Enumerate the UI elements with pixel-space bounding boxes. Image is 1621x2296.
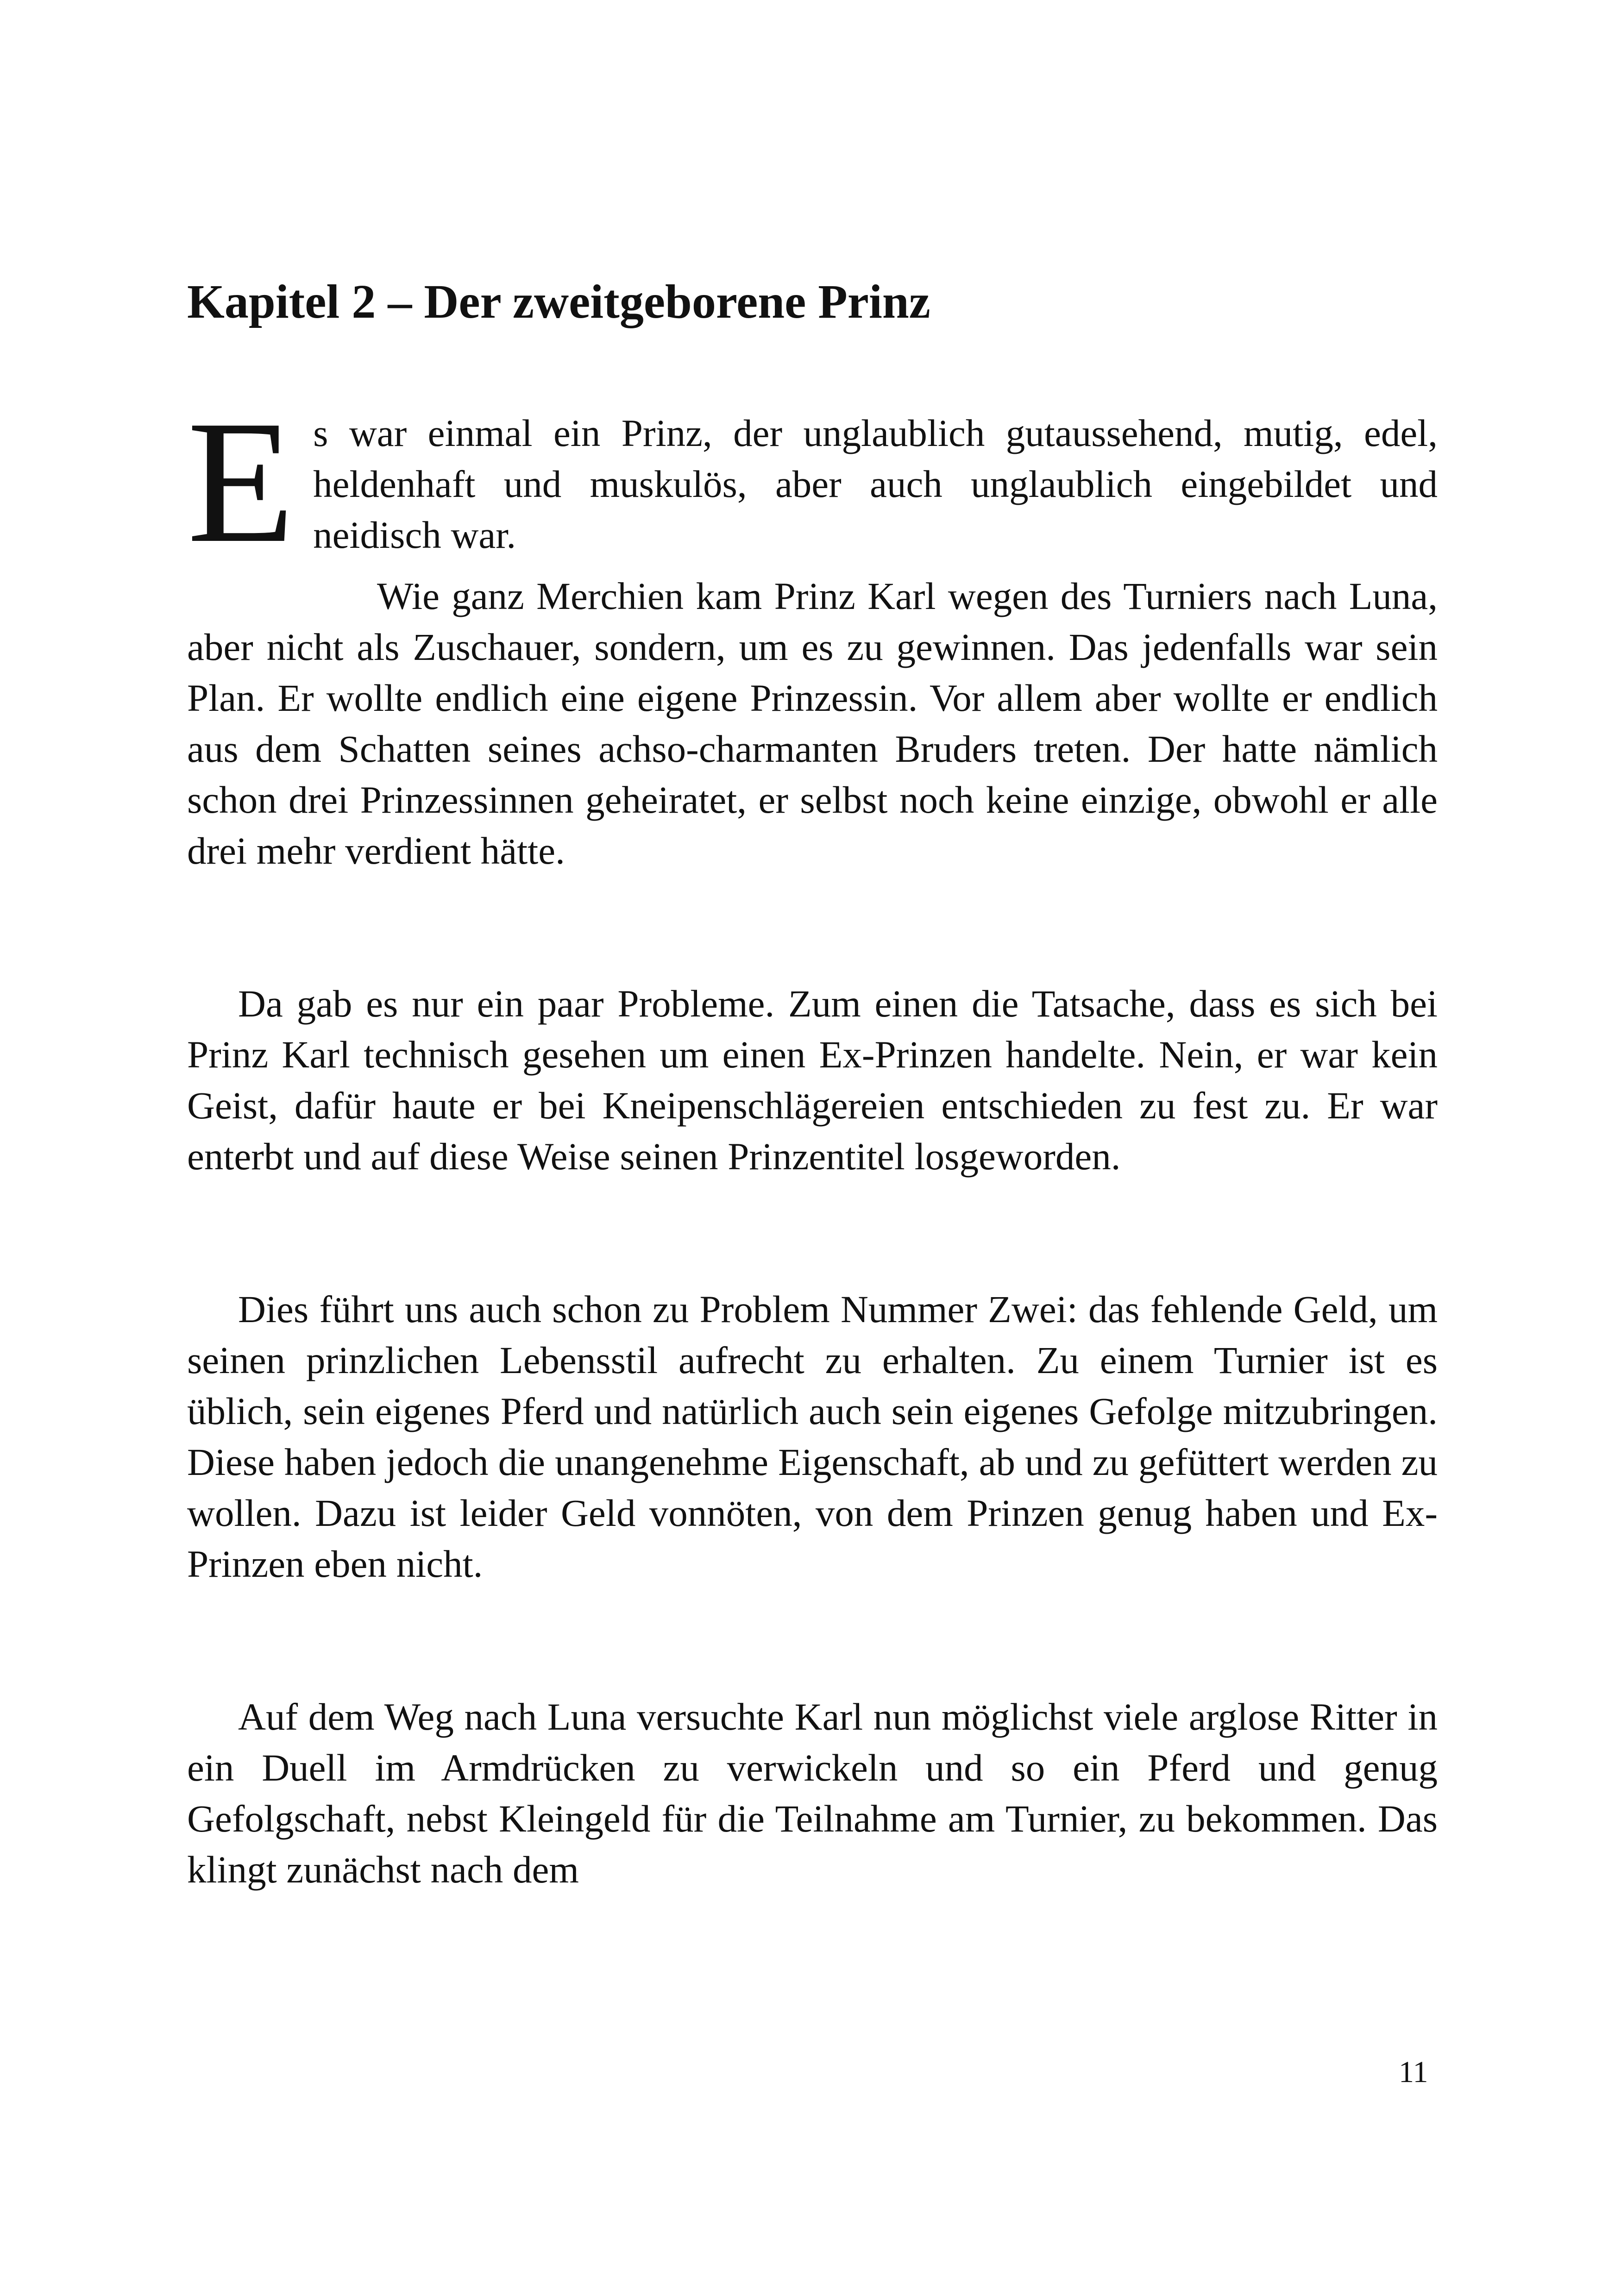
page-number: 11 [1399,2055,1428,2089]
paragraph-gap [187,876,1438,978]
opening-paragraph-text: s war einmal ein Prinz, der unglaublich gutaussehend, mutig, edel, heldenhaft und muskulös, aber auch unglaublich eingebildet und neidisch war. [313,412,1438,556]
drop-cap: E [187,384,295,579]
paragraph-2: Da gab es nur ein paar Probleme. Zum einen die Tatsache, dass es sich bei Prinz Karl technisch gesehen um einen Ex-Prinzen handelte. Nein, er war kein Geist, dafür haute er bei Kneipenschlägereien entschieden zu fest zu. Er war enterbt und auf diese Weise seinen Prinzentitel losgeworden. [187,982,1438,1178]
book-page [187,0,1438,2296]
paragraph-4: Auf dem Weg nach Luna versuchte Karl nun möglichst viele arglose Ritter in ein Duell im Armdrücken zu verwickeln und so ein Pferd und genug Gefolgschaft, nebst Kleingeld für die Teilnahme am Turnier, zu bekommen. Das klingt zunächst nach dem [187,1695,1438,1891]
paragraph-gap [187,1589,1438,1691]
chapter-body [187,384,1438,1895]
paragraph-gap [187,1182,1438,1284]
paragraph-1: Wie ganz Merchien kam Prinz Karl wegen des Turniers nach Luna, aber nicht als Zuschauer, sondern, um es zu gewinnen. Das jedenfalls war sein Plan. Er wollte endlich eine eigene Prinzessin. Vor allem aber wollte er endlich aus dem Schatten seines achso-charmanten Bruders treten. Der hatte nämlich schon drei Prinzessinnen geheiratet, er selbst noch keine einzige, obwohl er alle drei mehr verdient hätte. [187,575,1438,872]
spacer [187,560,1438,571]
opening-paragraph [187,384,1438,579]
chapter-title: Kapitel 2 – Der zweitgeborene Prinz [187,275,930,328]
paragraph-3: Dies führt uns auch schon zu Problem Nummer Zwei: das fehlende Geld, um seinen prinzlichen Lebensstil aufrecht zu erhalten. Zu einem Turnier ist es üblich, sein eigenes Pferd und natürlich auch sein eigenes Gefolge mitzubringen. Diese haben jedoch die unangenehme Eigenschaft, ab und zu gefüttert werden zu wollen. Dazu ist leider Geld vonnöten, von dem Prinzen genug haben und Ex-Prinzen eben nicht. [187,1288,1438,1585]
